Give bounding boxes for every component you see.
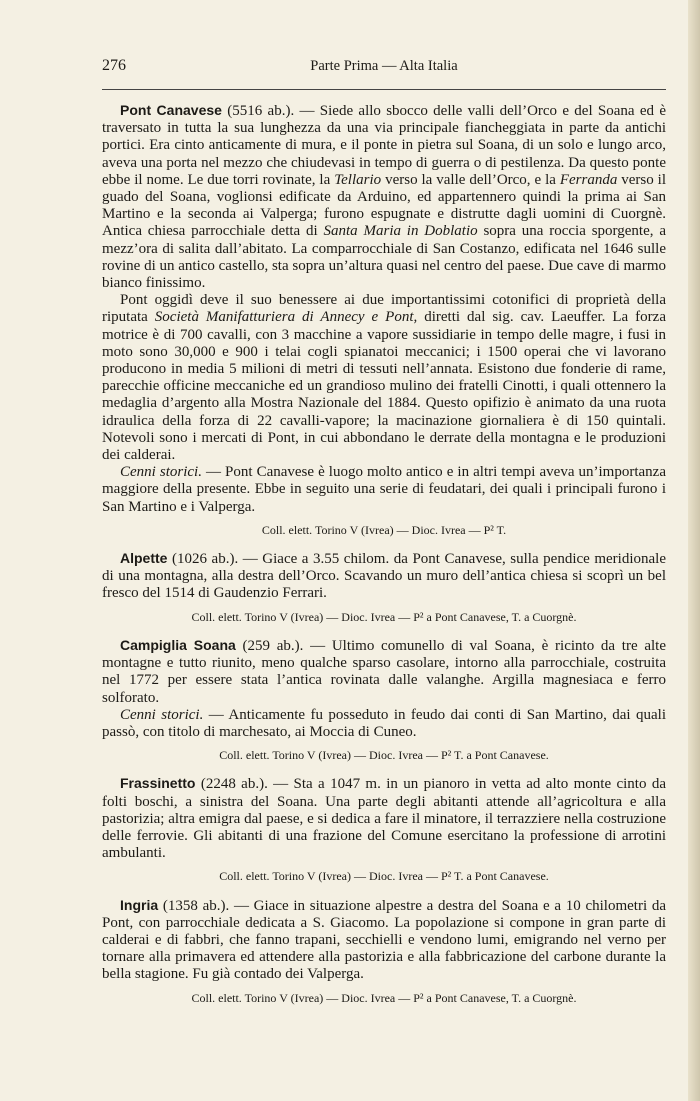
text-run: (1026 ab.). — Giace a 3.55 chilom. da Pont Canavese, sulla pendice meridionale di una montagna, alla destra dell’Orco. Scavando un muro dell’antica chiesa si scoprì un bel fresco del 1514 di Gaudenzio Ferrari. (102, 551, 666, 602)
italic-text: Cenni storici. (120, 706, 204, 723)
paragraph (102, 292, 666, 464)
page-edge-shadow (688, 0, 700, 1101)
text-run: verso il guado del Soana, voglionsi edificate da Arduino, ed appartennero quindi la prima ai San Martino e la seconda ai Valperga; furono espugnate e distrutte dagli uomini di Cuorgnè. Antica chiesa parrocchiale detta di (102, 171, 667, 240)
text-run: sopra una roccia sporgente, a mezz’ora di salita dall’abitato. La comparrocchiale di San Costanzo, edificata nel 1646 sulle rovine di un antico castello, sta sopra un’altura quasi nel centro del paese. Due cave di marmo bianco finissimo. (102, 223, 666, 292)
paragraph (102, 464, 666, 516)
entry-alpette (102, 550, 666, 626)
entry-gap (102, 890, 666, 897)
header-rule (102, 89, 666, 90)
text-run: (5516 ab.). — Siede allo sbocco delle valli dell’Orco e del Soana ed è traversato in tutta la sua lunghezza da una via principale fiancheggiata in parte da antichi portici. Era cinto anticamente di mura, e il ponte in pietra sul Soana, di un solo e lungo arco, aveva una porta nel mezzo che chiudevasi in tempo di guerra o di pestilenza. Da questo ponte ebbe il nome. Le due torri rovinate, la (102, 103, 667, 188)
entry-gap (102, 768, 666, 775)
italic-text: Cenni storici. (120, 464, 202, 481)
entry-frassinetto (102, 775, 666, 885)
paragraph (102, 707, 666, 741)
entry-gap (102, 543, 666, 550)
entry-pont-canavese (102, 102, 666, 539)
electoral-note: Coll. elett. Torino V (Ivrea) — Dioc. Ivrea — P² a Pont Canavese, T. a Cuorgnè. (191, 990, 577, 1005)
text-run: — Anticamente fu posseduto in feudo dai conti di San Martino, dai quali passò, con titolo di marchesato, ai Moccia di Cuneo. (102, 706, 667, 740)
electoral-note: Coll. elett. Torino V (Ivrea) — Dioc. Ivrea — P² T. (261, 522, 507, 537)
text-run: (1358 ab.). — Giace in situazione alpestre a destra del Soana e a 10 chilometri da Pont, con parrocchiale dedicata a S. Giacomo. La popolazione si compone in gran parte di calderai e di fabbri, che fanno trapani, secchielli e vendono lumi, emigrando nel verno per tornare alla primavera ed attendere alla pastorizia e alla fabbricazione del carbone durante la bella stagione. Fu già contado dei Valperga. (102, 897, 666, 983)
entry-campiglia-soana (102, 637, 666, 764)
page-body (102, 102, 666, 1011)
page-number: 276 (102, 57, 126, 74)
entry-title: Frassinetto (120, 775, 196, 792)
paragraph (102, 897, 666, 984)
entry-title: Pont Canavese (120, 102, 222, 118)
italic-text: Società Manifatturiera di Annecy e Pont, (154, 309, 418, 326)
paragraph (102, 637, 666, 707)
running-title: Parte Prima — Alta Italia (310, 58, 458, 74)
paragraph (102, 550, 666, 603)
entry-gap (102, 630, 666, 637)
electoral-note: Coll. elett. Torino V (Ivrea) — Dioc. Ivrea — P² T. a Pont Canavese. (219, 869, 549, 884)
italic-text: Ferranda (559, 171, 618, 188)
text-run: Pont oggidì deve il suo benessere ai due importantissimi cotonifici di proprietà della riputata (102, 292, 666, 326)
text-run: diretti dal sig. cav. Laeuffer. La forza motrice è di 700 cavalli, con 3 macchine a vapore sussidiarie in tempo delle magre, i fusi in moto sono 30,000 e 900 i telai cogli spianatoi meccanici; i 1500 operai che vi lavorano producono in media 5 milioni di metri di tessuti nell’annata. Esistono due fonderie di rame, parecchie officine meccaniche ed un grandioso mulino dei fratelli Cinotti, i quali ottennero la medaglia d’argento alla Mostra Nazionale del 1884. Questo opifizio è animato da una ruota idraulica della forza di 22 cavalli-vapore; la macinazione giornaliera è di 150 quintali. Notevoli sono i mercati di Pont, in cui abbondano le derrate della montagna e le produzioni dei calderai. (102, 309, 666, 464)
italic-text: Tellario (334, 171, 382, 188)
entry-title: Alpette (120, 550, 168, 567)
running-header (102, 57, 666, 79)
text-run: verso la valle dell’Orco, e la (381, 171, 560, 188)
text-run: (2248 ab.). — Sta a 1047 m. in un pianoro in vetta ad alto monte cinto da folti boschi, a sinistra del Soana. Una parte degli abitanti attende all’agricoltura e alla pastorizia; altra emigra dal paese, e si dedica a fare il minatore, il terrazziere nella costruzione delle ferrovie. Gli abitanti di una frazione del Comune esercitano la professione di arrotini ambulanti. (102, 776, 666, 862)
entry-title: Ingria (120, 896, 159, 913)
paragraph (102, 102, 666, 292)
entry-ingria (102, 897, 666, 1007)
text-run: (259 ab.). — Ultimo comunello di val Soana, è ricinto da tre alte montagne e tutto riunito, meno qualche sparso casolare, intorno alla parrocchiale, costruita nel 1772 per essere stata l’antica rovinata dalle valanghe. Argilla magnesiaca e ferro solforato. (102, 637, 666, 706)
text-run: — Pont Canavese è luogo molto antico e in altri tempi aveva un’importanza maggiore della presente. Ebbe in seguito una serie di feudatari, dei quali i principali furono i San Martino e i Valperga. (102, 464, 666, 515)
entry-title: Campiglia Soana (120, 636, 236, 653)
italic-text: Santa Maria in Doblatio (323, 223, 478, 240)
paragraph (102, 775, 666, 862)
electoral-note: Coll. elett. Torino V (Ivrea) — Dioc. Ivrea — P² a Pont Canavese, T. a Cuorgnè. (191, 609, 577, 624)
electoral-note: Coll. elett. Torino V (Ivrea) — Dioc. Ivrea — P² T. a Pont Canavese. (219, 748, 549, 763)
